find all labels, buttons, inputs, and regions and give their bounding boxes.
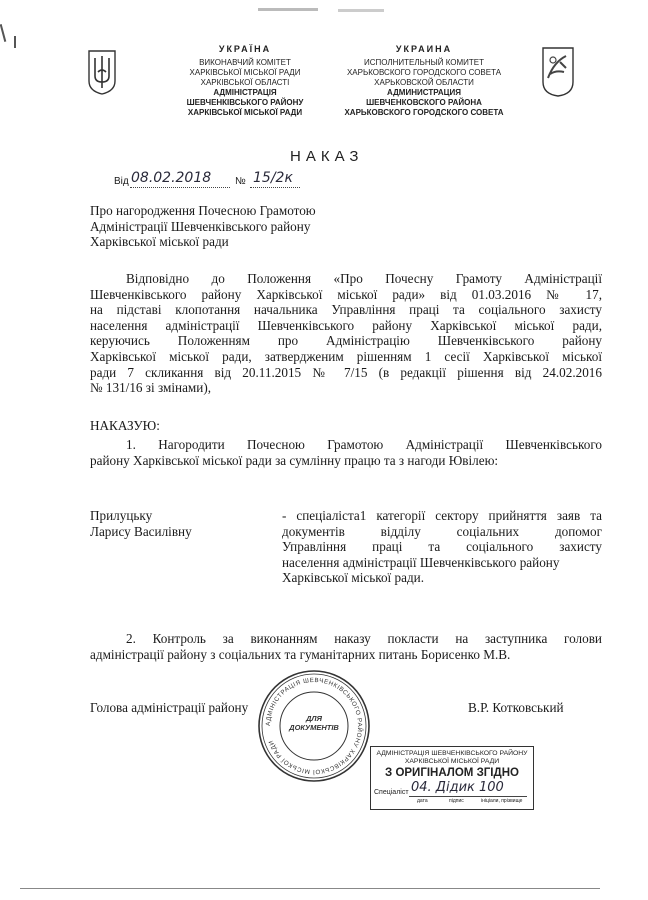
header-right-bold-line: ШЕВЧЕНКОВСКОГО РАЙОНА [366,98,482,107]
header-left-country: УКРАЇНА [218,44,272,54]
order-title: НАКАЗ [290,148,364,165]
awardee-position-line: населення адміністрації Шевченківського району [282,554,560,570]
round-stamp-ring-text: АДМІНІСТРАЦІЯ ШЕВЧЕНКІВСЬКОГО РАЙОНУ ХАРКІВСЬКОЇ МІСЬКОЇ РАДИ [264,676,364,776]
header-left-bold-line: ХАРКІВСЬКОЇ МІСЬКОЇ РАДИ [187,108,303,117]
copy-stamp-handwritten: 04. Дідик 100 [411,780,504,795]
preamble-line: Харківської міської ради, затвердженим рішенням 1 сесії Харківської міської [90,348,602,364]
awardee-position-line: Харківської міської ради. [282,570,425,586]
copy-stamp-caption-line [409,796,527,797]
subject-line: Харківської міської ради [90,234,229,250]
preamble-line: Відповідно до Положення «Про Почесну Грамоту Адміністрації [126,271,602,286]
awardee-position-line: документів відділу соціальних допомог [282,523,602,539]
preamble-line: № 131/16 зі змінами), [90,380,212,396]
preamble-line: ради 7 скликання від 20.11.2015 № 7/15 (в редакції рішення від 24.02.2016 [90,364,602,380]
awardee-position [282,508,602,586]
scan-artifact-top [258,8,318,11]
item-1-line: 1. Нагородити Почесною Грамотою Адміністрації Шевченківського [126,437,602,452]
number-underline [250,187,300,188]
signature-position: Голова адміністрації району [90,700,249,715]
header-right-line: ХАРЬКОВСКОЙ ОБЛАСТИ [374,78,474,87]
awardee-position-line: Управління праці та соціального захисту [282,539,602,555]
order-date: 08.02.2018 [131,170,212,186]
order-subject [90,203,410,250]
header-right-line: ХАРЬКОВСКОГО ГОРОДСКОГО СОВЕТА [346,68,502,77]
order-word: НАКАЗУЮ: [90,418,160,433]
copy-stamp-main: З ОРИГІНАЛОМ ЗГІДНО [385,767,519,779]
scan-artifact-corner2 [14,36,16,48]
trident-emblem-icon [86,48,118,96]
round-stamp-center-line: ДЛЯ [305,714,323,723]
round-stamp [256,668,372,784]
copy-stamp-caption: підпис [449,798,464,804]
header-right-line: ИСПОЛНИТЕЛЬНЫЙ КОМИТЕТ [363,58,485,67]
header-right-bold-line: ХАРЬКОВСКОГО ГОРОДСКОГО СОВЕТА [344,108,504,117]
preamble [90,271,602,396]
header-right-bold-line: АДМИНИСТРАЦИЯ [387,88,461,97]
preamble-line: керуючись Положенням про Адміністрацію Шевченківського району [90,333,602,349]
number-prefix: № [235,176,246,187]
item-2 [90,631,602,662]
header-left-line: ХАРКІВСЬКОЇ ОБЛАСТІ [200,78,290,87]
subject-line: Адміністрації Шевченківського району [90,218,311,234]
item-2-line: 2. Контроль за виконанням наказу покласти на заступника голови [126,631,602,646]
copy-stamp-line: АДМІНІСТРАЦІЯ ШЕВЧЕНКІВСЬКОГО РАЙОНУ [376,750,528,757]
awardee-name [90,508,270,539]
header-right [336,44,512,118]
header-left-bold-line: ШЕВЧЕНКІВСЬКОГО РАЙОНУ [186,98,304,107]
scan-artifact-corner [0,24,6,42]
preamble-line: на підставі клопотання начальника Управління праці та соціального захисту [90,302,602,318]
round-stamp-center [280,714,348,732]
scan-artifact-bottom [20,888,600,889]
date-underline [130,187,230,188]
round-stamp-center-line: ДОКУМЕНТІВ [289,723,339,732]
awardee-name-line: Прилуцьку [90,508,153,523]
copy-stamp-caption: дата [417,798,428,804]
kharkiv-emblem-icon [540,44,576,98]
header-left [160,44,330,118]
preamble-line: населення адміністрації Шевченківського району Харківської міської ради, [90,317,602,333]
header-left-line: ХАРКІВСЬКОЇ МІСЬКОЇ РАДИ [189,68,301,77]
date-prefix: Від [114,176,129,187]
copy-stamp [370,746,534,810]
copy-stamp-line: ХАРКІВСЬКОЇ МІСЬКОЇ РАДИ [404,758,500,765]
order-number: 15/2к [253,170,293,186]
subject-line: Про нагородження Почесною Грамотою [90,203,316,218]
header-left-line: ВИКОНАВЧИЙ КОМІТЕТ [199,58,291,67]
copy-stamp-specialist-label: Спеціаліст [374,789,409,796]
copy-stamp-caption: ініціали, прізвище [481,798,523,804]
awardee-position-line: - спеціаліста1 категорії сектору прийняття заяв та [282,508,602,523]
preamble-line: Шевченківського району Харківської міської ради» від 01.03.2016 № 17, [90,286,602,302]
order-date-line [114,170,314,190]
item-1-line: району Харківської міської ради за сумлінну працю та з нагоди Ювілею: [90,452,499,468]
signature-name: В.Р. Котковський [468,700,564,715]
header-left-bold-line: АДМІНІСТРАЦІЯ [213,88,277,97]
item-2-line: адміністрації району з соціальних та гуманітарних питань Борисенко М.В. [90,646,511,662]
header-right-country: УКРАИНА [395,44,453,54]
awardee-name-line: Ларису Василівну [90,523,192,539]
item-1 [90,437,602,468]
scan-artifact-top2 [338,9,384,12]
